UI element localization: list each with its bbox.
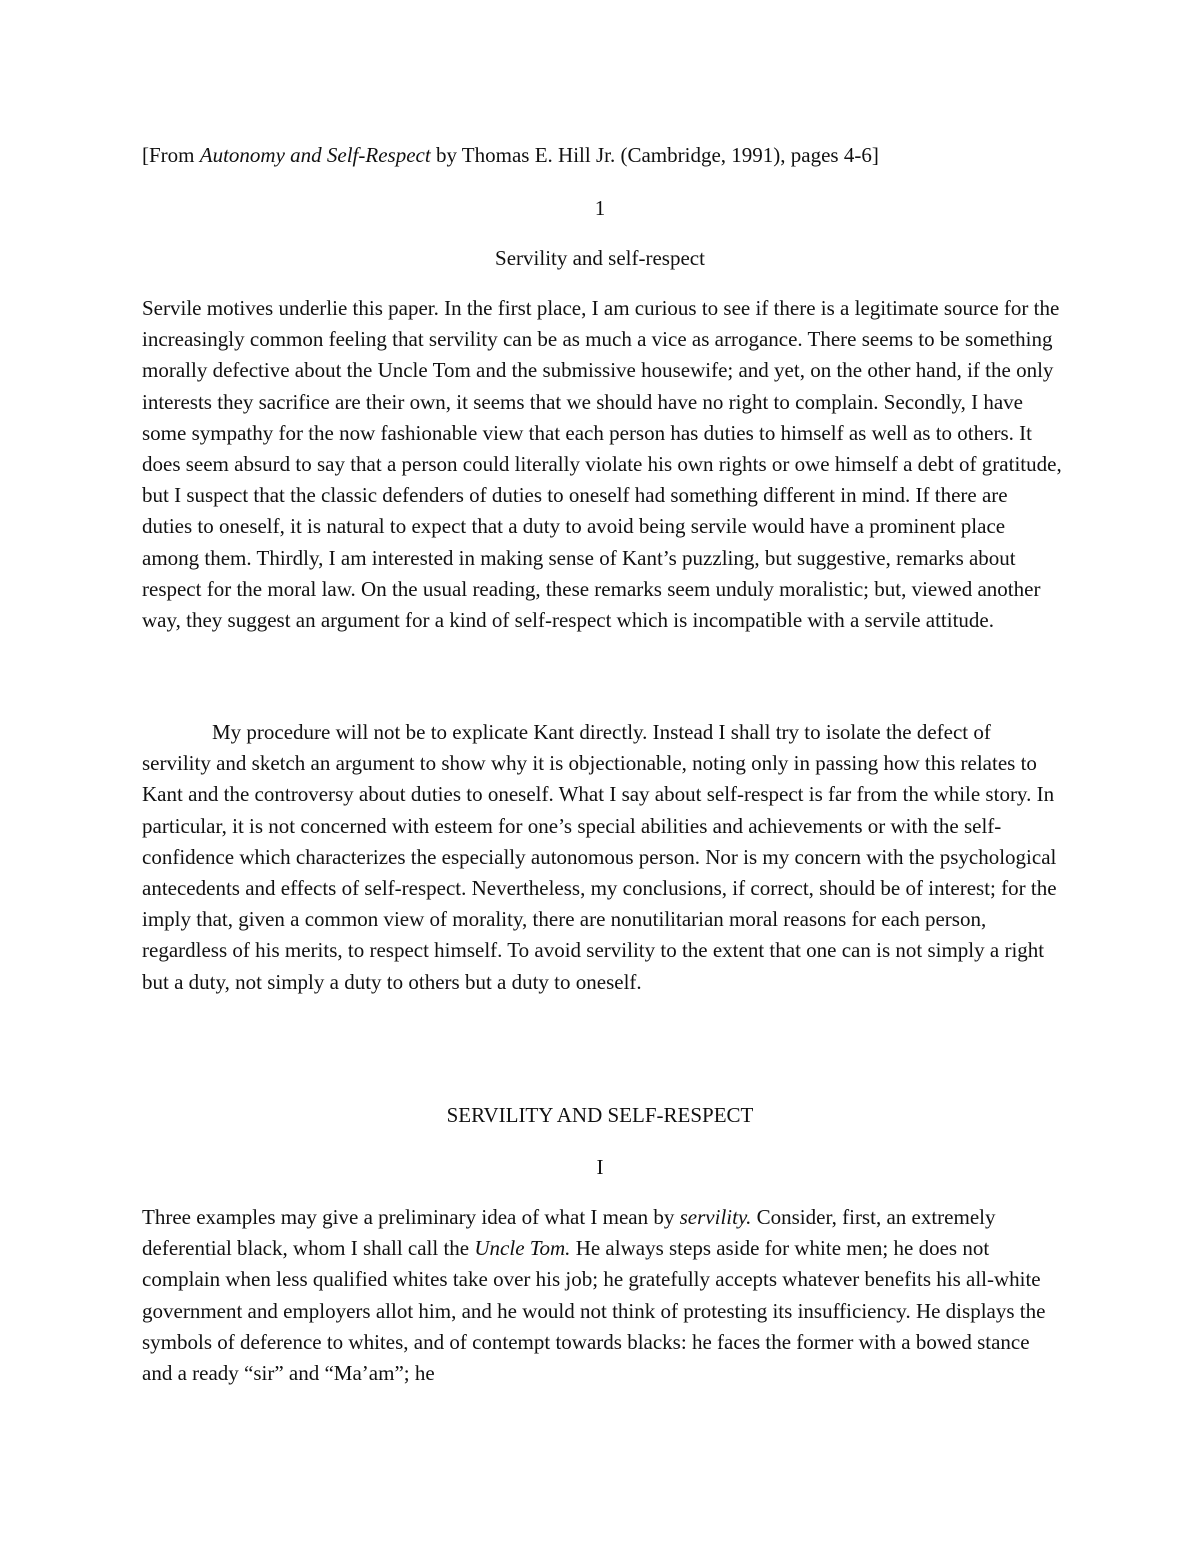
- section-number: I: [596, 1155, 604, 1179]
- paragraph-examples-text-3: He always steps aside for white men; he does not complain when less qualified whites take over his job; he gratefully accepts whatever benefits his all-white government and employers allot him, and he would not think of protesting its insufficiency. He displays the symbols of deference to whites, and of contempt towards blacks: he faces the former with a bowed stance and a ready “sir” and “Ma’am”; he: [142, 1236, 1046, 1386]
- source-citation: [142, 140, 1062, 171]
- paragraph-examples: [142, 1202, 1062, 1389]
- term-uncle-tom: Uncle Tom.: [474, 1236, 571, 1261]
- citation-book-title: Autonomy and Self-Respect: [199, 143, 431, 167]
- citation-suffix: by Thomas E. Hill Jr. (Cambridge, 1991), pages 4-6]: [430, 143, 879, 167]
- paragraph-examples-text-1: Three examples may give a preliminary idea of what I mean by: [142, 1205, 680, 1229]
- term-servility: servility.: [679, 1205, 752, 1229]
- paragraph-procedure: My procedure will not be to explicate Kant directly. Instead I shall try to isolate the defect of servility and sketch an argument to show why it is objectionable, noting only in passing how this relates to Kant and the controversy about duties to oneself. What I say about self-respect is far from the while story. In particular, it is not concerned with esteem for one’s special abilities and achievements or with the self-confidence which characterizes the especially autonomous person. Nor is my concern with the psychological antecedents and effects of self-respect. Nevertheless, my conclusions, if correct, should be of interest; for the imply that, given a common view of morality, there are nonutilitarian moral reasons for each person, regardless of his merits, to respect himself. To avoid servility to the extent that one can is not simply a right but a duty, not simply a duty to others but a duty to oneself.: [142, 720, 1057, 994]
- paragraph-examples-text-2: Consider, first, an extremely deferential black, whom I shall call the: [142, 1205, 996, 1261]
- chapter-number: 1: [594, 196, 606, 220]
- section-heading: SERVILITY AND SELF-RESPECT: [446, 1103, 754, 1127]
- citation-prefix: [From: [142, 143, 200, 167]
- paragraph-intro: Servile motives underlie this paper. In the first place, I am curious to see if there is a legitimate source for the increasingly common feeling that servility can be as much a vice as arrogance. There seems to be something morally defective about the Uncle Tom and the submissive housewife; and yet, on the other hand, if the only interests they sacrifice are their own, it seems that we should have no right to complain. Secondly, I have some sympathy for the now fashionable view that each person has duties to himself as well as to others. It does seem absurd to say that a person could literally violate his own rights or owe himself a debt of gratitude, but I suspect that the classic defenders of duties to oneself had something different in mind. If there are duties to oneself, it is natural to expect that a duty to avoid being servile would have a prominent place among them. Thirdly, I am interested in making sense of Kant’s puzzling, but suggestive, remarks about respect for the moral law. On the usual reading, these remarks seem unduly moralistic; but, viewed another way, they suggest an argument for a kind of self-respect which is incompatible with a servile attitude.: [142, 296, 1062, 633]
- chapter-title: Servility and self-respect: [495, 246, 705, 270]
